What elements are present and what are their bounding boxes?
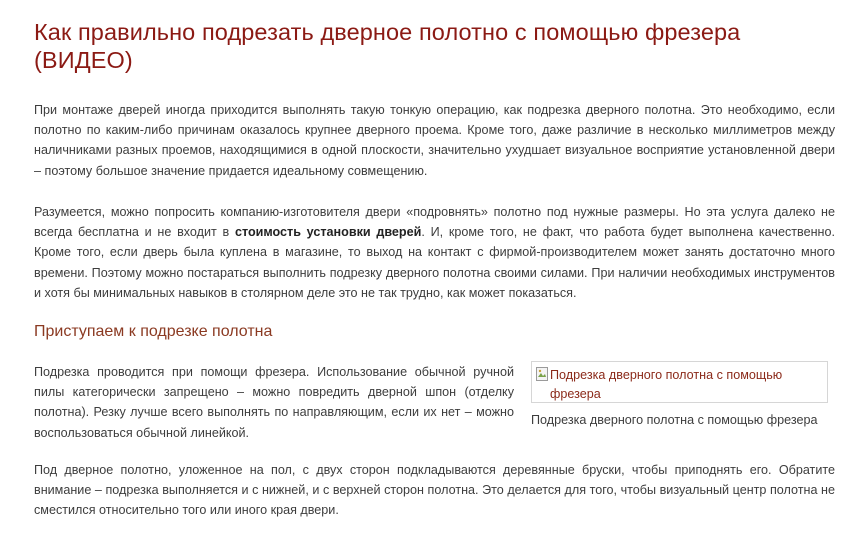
figure-caption: Подрезка дверного полотна с помощью фрезера <box>531 413 818 427</box>
article-title: Как правильно подрезать дверное полотно с помощью фрезера (ВИДЕО) <box>34 19 741 73</box>
article-figure <box>531 361 831 428</box>
paragraph-text-after: . И, кроме того, не факт, что работа будет выполнена качественно. Кроме того, если дверь была куплена в магазине, то выход на контакт с фирмой-производителем может занять достаточно много времени. Поэтому можно постараться выполнить подрезку дверного полотна своими силами. При наличии необходимых инструментов и хотя бы минимальных навыков в столярном деле это не так трудно, как может показаться. <box>34 225 836 300</box>
section-heading: Приступаем к подрезке полотна <box>34 323 273 340</box>
link-door-installation-cost[interactable]: стоимость установки дверей <box>234 225 422 240</box>
paragraph-intro: При монтаже дверей иногда приходится выполнять такую тонкую операцию, как подрезка дверного полотна. Это необходимо, если полотно по каким-либо причинам оказалось крупнее дверного проема. Кроме того, даже различие в несколько миллиметров между наличниками разных проемов, находящимися в одной плоскости, значительно ухудшает визуальное восприятие установленной двери – поэтому большое значение придается идеальному совмещению. <box>34 103 835 178</box>
article <box>34 18 836 518</box>
figure-image <box>531 361 828 403</box>
figure-image-alt: Подрезка дверного полотна с помощью фрезера <box>550 368 783 401</box>
paragraph-cutting: Подрезка проводится при помощи фрезера. Использование обычной ручной пилы категорически запрещено – можно повредить дверной шпон (отделку полотна). Резку лучше всего выполнять по направляющим, если их нет – можно воспользоваться обычной линейкой. <box>34 365 514 440</box>
paragraph-bars: Под дверное полотно, уложенное на пол, с двух сторон подкладываются деревянные бруски, чтобы приподнять его. Обратите внимание – подрезка выполняется и с нижней, и с верхней сторон полотна. Это делается для того, чтобы визуальный центр полотна не сместился относительно того или иного края двери. <box>34 463 835 518</box>
paragraph-text-before: Разумеется, можно попросить компанию-изготовителя двери «подровнять» полотно под нужные размеры. Но эта услуга далеко не всегда бесплатна и не входит в <box>34 205 835 240</box>
paragraph-manufacturer <box>34 202 835 303</box>
broken-image-icon <box>536 367 548 381</box>
